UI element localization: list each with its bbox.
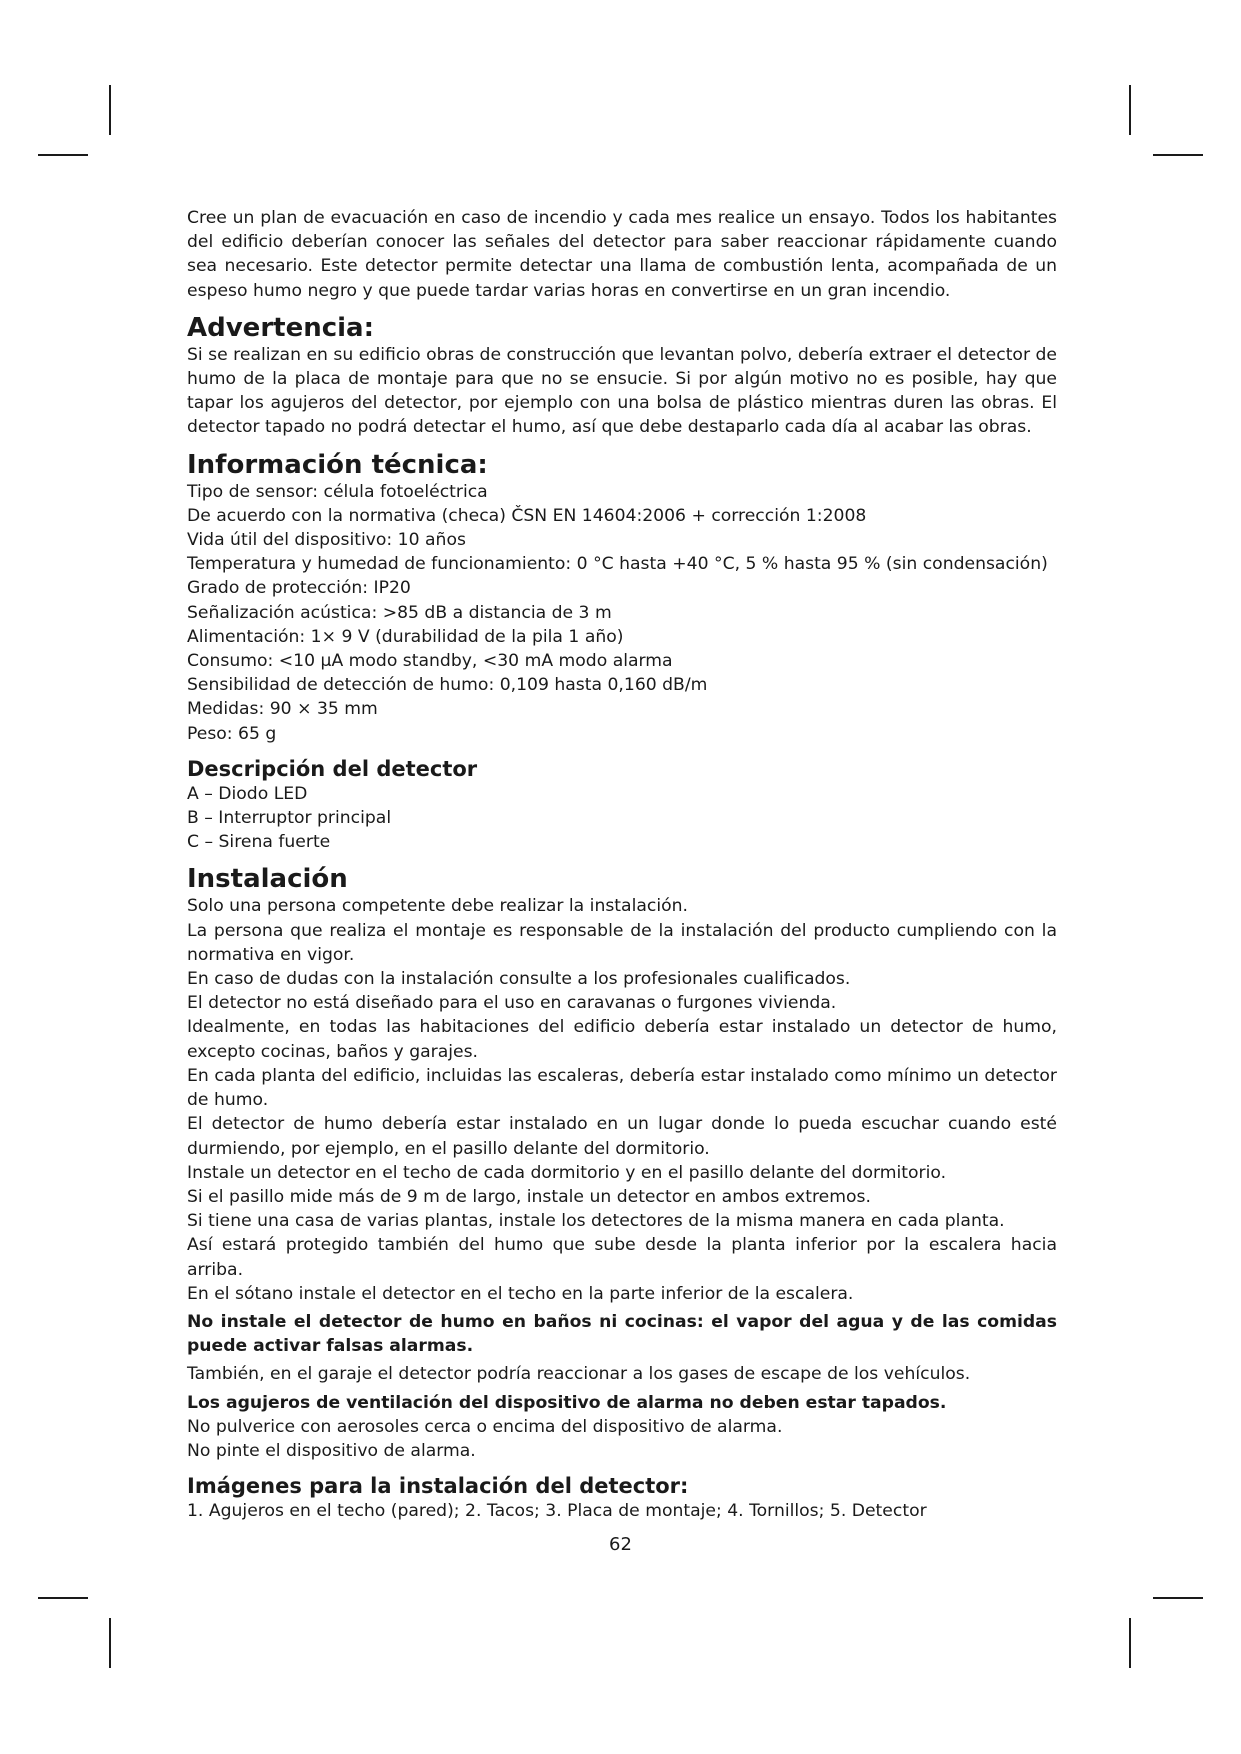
installation-warning-bold: No instale el detector de humo en baños ni cocinas: el vapor del agua y de las comidas puede activar falsas alarmas. — [187, 1311, 1057, 1357]
tech-spec-line: Tipo de sensor: célula fotoeléctrica — [187, 481, 488, 502]
installation-line: Idealmente, en todas las habitaciones del edificio debería estar instalado un detector de humo, excepto cocinas, baños y garajes. — [187, 1017, 1057, 1062]
installation-heading: Instalación — [187, 864, 348, 895]
description-item: B – Interruptor principal — [187, 808, 392, 829]
tech-spec-line: Medidas: 90 × 35 mm — [187, 699, 378, 720]
description-item: C – Sirena fuerte — [187, 832, 331, 853]
installation-line: En caso de dudas con la instalación consulte a los profesionales cualificados. — [187, 969, 851, 990]
tech-spec-line: Grado de protección: IP20 — [187, 578, 411, 599]
page-content — [187, 206, 1057, 1523]
installation-line: No pinte el dispositivo de alarma. — [187, 1440, 476, 1461]
installation-line: Así estará protegido también del humo que sube desde la planta inferior por la escalera hacia arriba. — [187, 1235, 1057, 1280]
installation-line: El detector no está diseñado para el uso en caravanas o furgones vivienda. — [187, 993, 837, 1014]
warning-heading: Advertencia: — [187, 312, 374, 343]
crop-mark-top-left-h — [38, 154, 88, 156]
installation-line: La persona que realiza el montaje es responsable de la instalación del producto cumpliendo con la normativa en vigor. — [187, 920, 1057, 965]
crop-mark-top-left-v — [109, 85, 111, 135]
installation-line: Solo una persona competente debe realizar la instalación. — [187, 896, 688, 917]
tech-spec-line: Alimentación: 1× 9 V (durabilidad de la pila 1 año) — [187, 626, 624, 647]
tech-spec-line: Consumo: <10 μA modo standby, <30 mA modo alarma — [187, 651, 673, 672]
description-item: A – Diodo LED — [187, 783, 308, 804]
installation-line: También, en el garaje el detector podría reaccionar a los gases de escape de los vehículos. — [187, 1364, 971, 1385]
installation-line: No pulverice con aerosoles cerca o encima del dispositivo de alarma. — [187, 1416, 783, 1437]
tech-spec-line: Vida útil del dispositivo: 10 años — [187, 530, 466, 551]
description-list — [187, 782, 1057, 855]
installation-line: En cada planta del edificio, incluidas las escaleras, debería estar instalado como mínimo un detector de humo. — [187, 1065, 1057, 1111]
installation-text — [187, 894, 1057, 1463]
intro-paragraph: Cree un plan de evacuación en caso de incendio y cada mes realice un ensayo. Todos los habitantes del edificio deberían conocer las señales del detector para saber reaccionar rápidamente cuando sea necesario. Este detector permite detectar una llama de combustión lenta, acompañada de un espeso humo negro y que puede tardar varias horas en convertirse en un gran incendio. — [187, 208, 1057, 301]
installation-line: En el sótano instale el detector en el techo en la parte inferior de la escalera. — [187, 1283, 854, 1304]
warning-paragraph: Si se realizan en su edificio obras de construcción que levantan polvo, debería extraer el detector de humo de la placa de montaje para que no se ensucie. Si por algún motivo no es posible, hay que tapar los agujeros del detector, por ejemplo con una bolsa de plástico mientras duren las obras. El detector tapado no podrá detectar el humo, así que debe destaparlo cada día al acabar las obras. — [187, 344, 1057, 438]
crop-mark-top-right-v — [1129, 85, 1131, 135]
crop-mark-bottom-right-h — [1153, 1597, 1203, 1599]
images-heading: Imágenes para la instalación del detector: — [187, 1474, 689, 1499]
tech-heading: Información técnica: — [187, 449, 488, 480]
tech-spec-line: De acuerdo con la normativa (checa) ČSN EN 14604:2006 + corrección 1:2008 — [187, 505, 867, 526]
tech-spec-line: Peso: 65 g — [187, 723, 277, 744]
installation-line: Si el pasillo mide más de 9 m de largo, instale un detector en ambos extremos. — [187, 1186, 871, 1207]
installation-line: Si tiene una casa de varias plantas, instale los detectores de la misma manera en cada planta. — [187, 1211, 1005, 1232]
installation-line: El detector de humo debería estar instalado en un lugar donde lo pueda escuchar cuando esté durmiendo, por ejemplo, en el pasillo delante del dormitorio. — [187, 1114, 1057, 1159]
tech-spec-list — [187, 480, 1057, 746]
tech-spec-line: Temperatura y humedad de funcionamiento: 0 °C hasta +40 °C, 5 % hasta 95 % (sin condensación) — [187, 554, 1048, 575]
crop-mark-bottom-right-v — [1129, 1618, 1131, 1668]
crop-mark-top-right-h — [1153, 154, 1203, 156]
images-legend: 1. Agujeros en el techo (pared); 2. Tacos; 3. Placa de montaje; 4. Tornillos; 5. Detector — [187, 1501, 927, 1522]
crop-mark-bottom-left-v — [109, 1618, 111, 1668]
installation-line: Instale un detector en el techo de cada dormitorio y en el pasillo delante del dormitorio. — [187, 1162, 947, 1183]
page-number: 62 — [609, 1534, 632, 1555]
description-heading: Descripción del detector — [187, 756, 478, 781]
installation-warning-bold: Los agujeros de ventilación del dispositivo de alarma no deben estar tapados. — [187, 1392, 947, 1413]
crop-mark-bottom-left-h — [38, 1597, 88, 1599]
tech-spec-line: Sensibilidad de detección de humo: 0,109 hasta 0,160 dB/m — [187, 675, 708, 696]
tech-spec-line: Señalización acústica: >85 dB a distancia de 3 m — [187, 602, 612, 623]
